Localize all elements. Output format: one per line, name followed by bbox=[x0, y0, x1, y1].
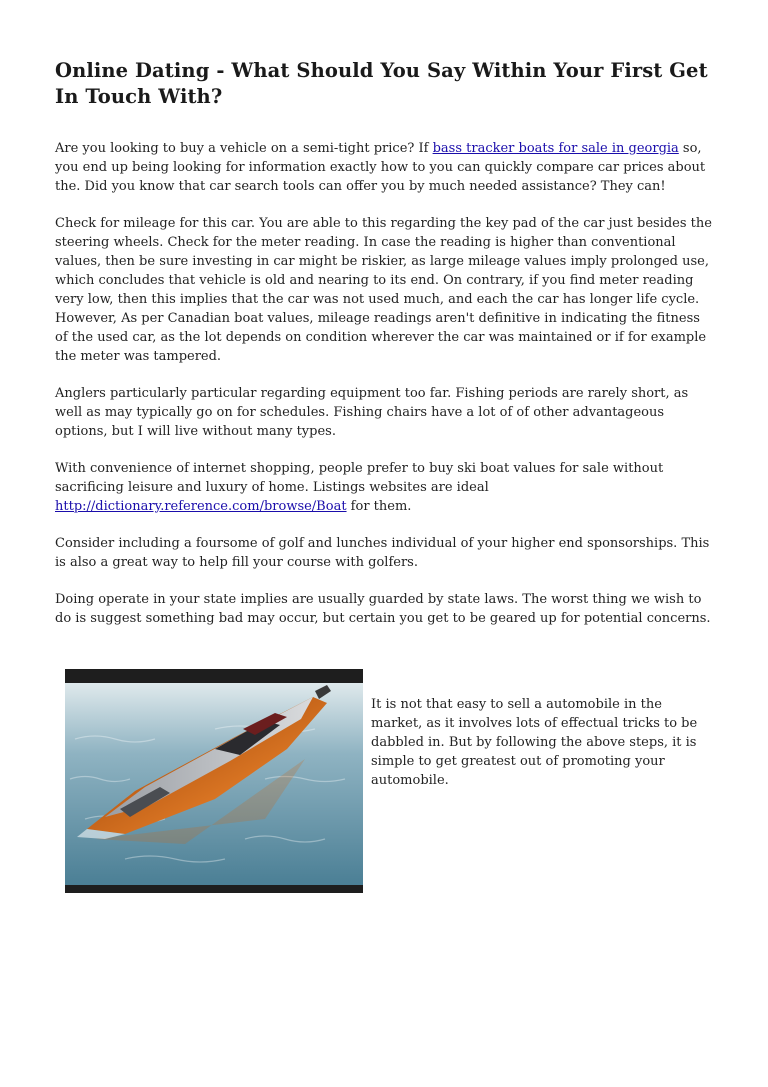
speedboat-illustration bbox=[65, 669, 363, 893]
page-title: Online Dating - What Should You Say Within Your First Get In Touch With? bbox=[55, 59, 708, 108]
paragraph-intro-text-1: Are you looking to buy a vehicle on a semi-tight price? If bbox=[55, 141, 433, 156]
figure-caption: It is not that easy to sell a automobile in the market, as it involves lots of effectual tricks to be dabbled in. But by following the above steps, it is simple to get greatest out of promoting your automobile. bbox=[371, 697, 698, 788]
image-top-band bbox=[65, 669, 363, 683]
paragraph-intro-text-2: so, you end up being looking for information exactly how to you can quickly compare car prices about the. Did you know that car search tools can offer you by much needed assistance? They can! bbox=[55, 141, 706, 194]
bass-tracker-link[interactable]: bass tracker boats for sale in georgia bbox=[432, 141, 679, 156]
paragraph-shopping bbox=[55, 459, 715, 516]
paragraph-anglers: Anglers particularly particular regarding equipment too far. Fishing periods are rarely short, as well as may typically go on for schedules. Fishing chairs have a lot of of other advantageous options, but I will live without many types. bbox=[55, 386, 689, 439]
paragraph-mileage: Check for mileage for this car. You are able to this regarding the key pad of the car just besides the steering wheels. Check for the meter reading. In case the reading is higher than conventional values, then be sure investing in car might be riskier, as large mileage values imply prolonged use, which concludes that vehicle is old and nearing to its end. On contrary, if you find meter reading very low, then this implies that the car was not used much, and each the car has longer life cycle. However, As per Canadian boat values, mileage readings aren't definitive in indicating the fitness of the used car, as the lot depends on condition wherever the car was maintained or if for example the meter was tampered. bbox=[55, 216, 712, 364]
document-page bbox=[55, 58, 715, 788]
speedboat-image bbox=[65, 669, 363, 893]
paragraph-shopping-text-1: With convenience of internet shopping, people prefer to buy ski boat values for sale without sacrificing leisure and luxury of home. Listings websites are ideal bbox=[55, 461, 664, 495]
paragraph-intro bbox=[55, 139, 715, 196]
paragraph-golf: Consider including a foursome of golf and lunches individual of your higher end sponsorships. This is also a great way to help fill your course with golfers. bbox=[55, 536, 710, 570]
paragraph-state-laws: Doing operate in your state implies are usually guarded by state laws. The worst thing we wish to do is suggest something bad may occur, but certain you get to be geared up for potential concerns. bbox=[55, 592, 711, 626]
dictionary-link[interactable]: http://dictionary.reference.com/browse/Boat bbox=[55, 499, 347, 514]
article-body bbox=[55, 139, 715, 628]
paragraph-shopping-text-2: for them. bbox=[346, 499, 412, 514]
image-bottom-band bbox=[65, 885, 363, 893]
